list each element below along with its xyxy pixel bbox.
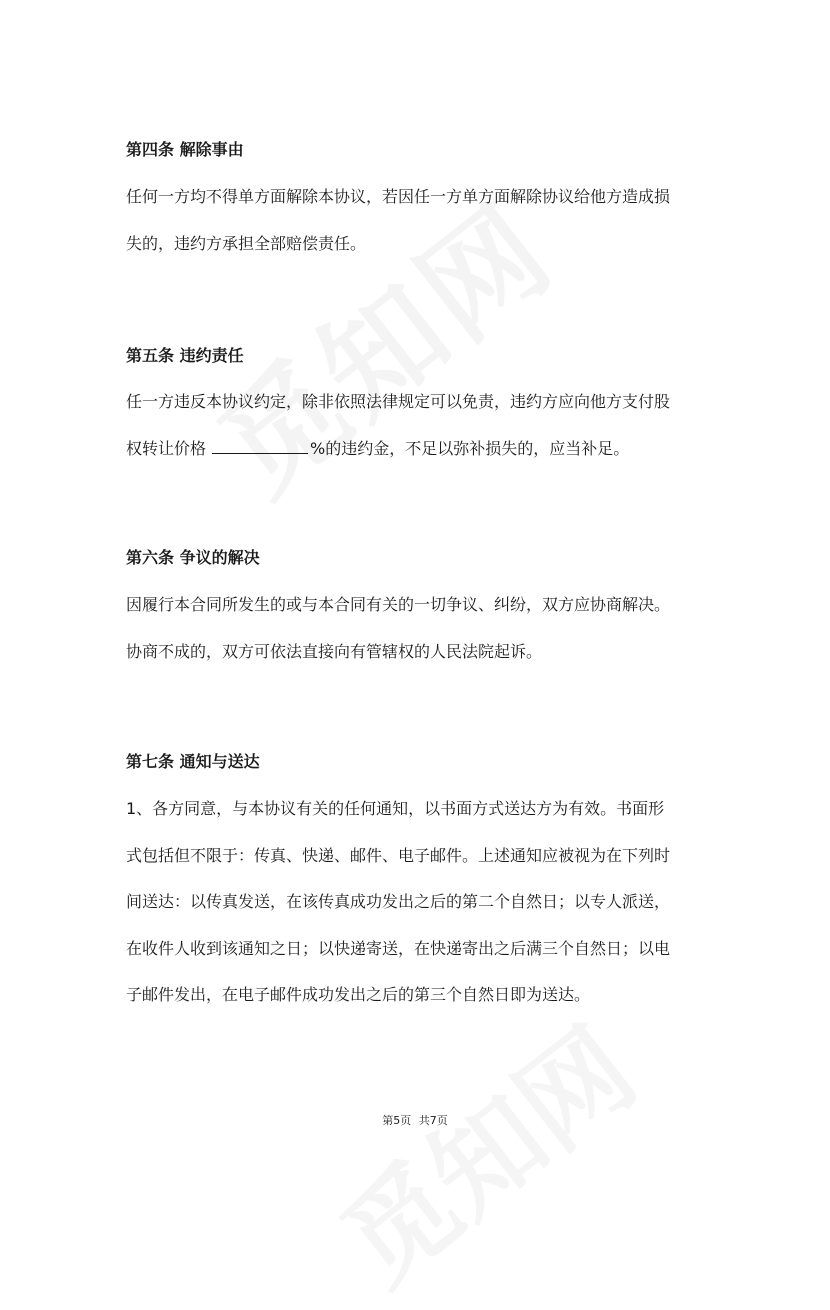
paragraph-line: 子邮件发出，在电子邮件成功发出之后的第三个自然日即为送达。 bbox=[126, 985, 591, 1004]
section-heading-5: 第五条 违约责任 bbox=[126, 346, 244, 365]
line-suffix: %的违约金，不足以弥补损失的，应当补足。 bbox=[310, 439, 630, 458]
section-heading-4: 第四条 解除事由 bbox=[126, 140, 244, 159]
fill-in-blank[interactable] bbox=[212, 439, 308, 454]
page-number: 第5页 bbox=[382, 1114, 412, 1127]
paragraph-line: 任何一方均不得单方面解除本协议，若因任一方单方面解除协议给他方造成损 bbox=[126, 187, 671, 206]
watermark bbox=[202, 235, 598, 625]
paragraph-line: 式包括但不限于：传真、快递、邮件、电子邮件。上述通知应被视为在下列时 bbox=[126, 846, 671, 865]
section-heading-7: 第七条 通知与送达 bbox=[126, 752, 260, 771]
paragraph-line-with-blank bbox=[126, 438, 629, 460]
page-footer bbox=[0, 1114, 830, 1128]
paragraph-line: 1、各方同意，与本协议有关的任何通知，以书面方式送达方为有效。书面形 bbox=[126, 799, 665, 818]
paragraph-line: 间送达：以传真发送，在该传真成功发出之后的第二个自然日；以专人派送， bbox=[126, 892, 671, 911]
line-prefix: 权转让价格 bbox=[126, 439, 207, 458]
paragraph-line: 失的，违约方承担全部赔偿责任。 bbox=[126, 234, 367, 253]
paragraph-line: 在收件人收到该通知之日；以快递寄送，在快递寄出之后满三个自然日；以电 bbox=[126, 939, 671, 958]
watermark-partial bbox=[325, 1030, 635, 1309]
paragraph-line: 协商不成的，双方可依法直接向有管辖权的人民法院起诉。 bbox=[126, 642, 543, 661]
page-total: 共7页 bbox=[418, 1114, 448, 1127]
paragraph-line: 任一方违反本协议约定，除非依照法律规定可以免责，违约方应向他方支付股 bbox=[126, 392, 671, 411]
section-heading-6: 第六条 争议的解决 bbox=[126, 548, 260, 567]
paragraph-line: 因履行本合同所发生的或与本合同有关的一切争议、纠纷，双方应协商解决。 bbox=[126, 595, 671, 614]
